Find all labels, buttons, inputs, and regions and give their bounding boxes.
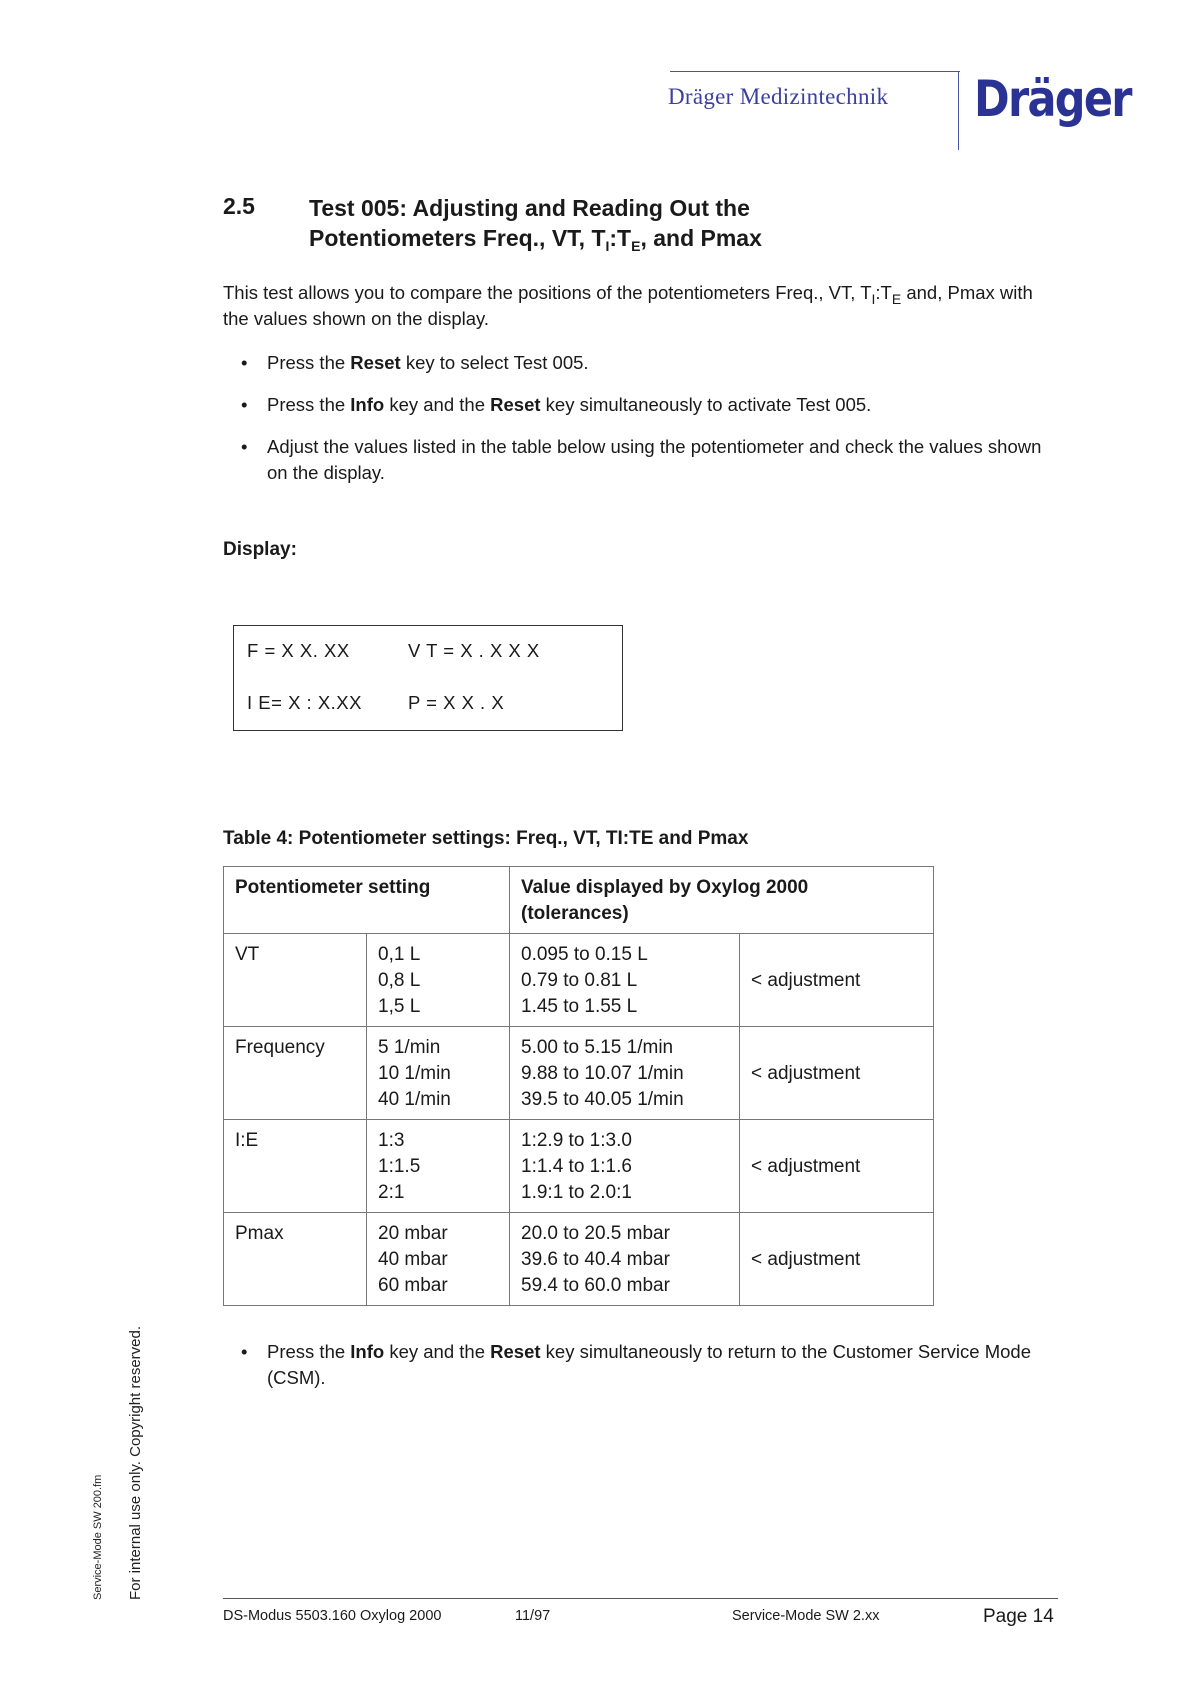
row-note: < adjustment [740, 1213, 934, 1306]
row-note: < adjustment [740, 1120, 934, 1213]
display-label: Display: [223, 539, 297, 560]
display-panel [233, 625, 623, 731]
display-pressure: P = X X . X [408, 692, 505, 713]
row-settings: 1:3 1:1.5 2:1 [367, 1120, 510, 1213]
display-tidal-volume: V T = X . X X X [408, 640, 540, 661]
bullet-text: Press the Info key and the Reset key simultaneously to activate Test 005. [267, 394, 872, 415]
footer-mode: Service-Mode SW 2.xx [732, 1608, 880, 1624]
table-row [224, 1120, 934, 1213]
row-values: 5.00 to 5.15 1/min 9.88 to 10.07 1/min 39.5 to 40.05 1/min [510, 1027, 740, 1120]
row-name: Pmax [224, 1213, 367, 1306]
row-settings: 5 1/min 10 1/min 40 1/min [367, 1027, 510, 1120]
footer-rule [223, 1598, 1058, 1599]
section-title-line1: Test 005: Adjusting and Reading Out the [309, 195, 750, 221]
table-header-row [224, 867, 934, 934]
bullet-icon: • [241, 394, 248, 415]
row-values: 0.095 to 0.15 L 0.79 to 0.81 L 1.45 to 1.55 L [510, 934, 740, 1027]
header-value: Value displayed by Oxylog 2000 (tolerances) [510, 867, 934, 934]
row-values: 1:2.9 to 1:3.0 1:1.4 to 1:1.6 1.9:1 to 2.0:1 [510, 1120, 740, 1213]
row-settings: 0,1 L 0,8 L 1,5 L [367, 934, 510, 1027]
row-name: VT [224, 934, 367, 1027]
company-name: Dräger Medizintechnik [668, 84, 889, 109]
info-key: Info [350, 394, 385, 415]
row-settings: 20 mbar 40 mbar 60 mbar [367, 1213, 510, 1306]
header-divider [958, 71, 959, 150]
section-title-line2: Potentiometers Freq., VT, $T_I:T_E$, and Pmax [309, 225, 762, 254]
row-name: Frequency [224, 1027, 367, 1120]
footer-date: 11/97 [515, 1608, 551, 1624]
drager-logo: Dräger [974, 70, 1131, 128]
page-number: Page 14 [983, 1606, 1054, 1627]
bullet-text: Press the Reset key to select Test 005. [267, 352, 589, 373]
reset-key: Reset [490, 394, 541, 415]
display-ie-ratio: I E= X : X.XX [247, 692, 362, 713]
header-setting: Potentiometer setting [224, 867, 510, 934]
section-number: 2.5 [223, 193, 255, 219]
intro-paragraph: This test allows you to compare the positions of the potentiometers Freq., VT, $T_I:T_E$ and, Pmax with the values shown on the display. [223, 282, 1033, 329]
row-name: I:E [224, 1120, 367, 1213]
row-note: < adjustment [740, 1027, 934, 1120]
potentiometer-table [223, 866, 934, 1306]
bullet-text: Press the Info key and the Reset key simultaneously to return to the Customer Service Mode (CSM). [267, 1341, 1031, 1388]
section-title [309, 193, 762, 253]
reset-key: Reset [350, 352, 401, 373]
bullet-icon: • [241, 1341, 248, 1362]
copyright-note: For internal use only. Copyright reserved. [127, 1325, 144, 1600]
header-rule [670, 71, 960, 72]
reset-key: Reset [490, 1341, 541, 1362]
display-frequency: F = X X. XX [247, 640, 350, 661]
footer-document: DS-Modus 5503.160 Oxylog 2000 [223, 1608, 442, 1624]
row-values: 20.0 to 20.5 mbar 39.6 to 40.4 mbar 59.4 to 60.0 mbar [510, 1213, 740, 1306]
table-row [224, 1213, 934, 1306]
table-row [224, 934, 934, 1027]
table-row [224, 1027, 934, 1120]
file-name: Service-Mode SW 200.fm [92, 1474, 104, 1600]
row-note: < adjustment [740, 934, 934, 1027]
bullet-icon: • [241, 436, 248, 457]
info-key: Info [350, 1341, 385, 1362]
bullet-icon: • [241, 352, 248, 373]
bullet-text: Adjust the values listed in the table below using the potentiometer and check the values shown on the display. [267, 436, 1042, 483]
table-caption: Table 4: Potentiometer settings: Freq., VT, TI:TE and Pmax [223, 828, 749, 849]
